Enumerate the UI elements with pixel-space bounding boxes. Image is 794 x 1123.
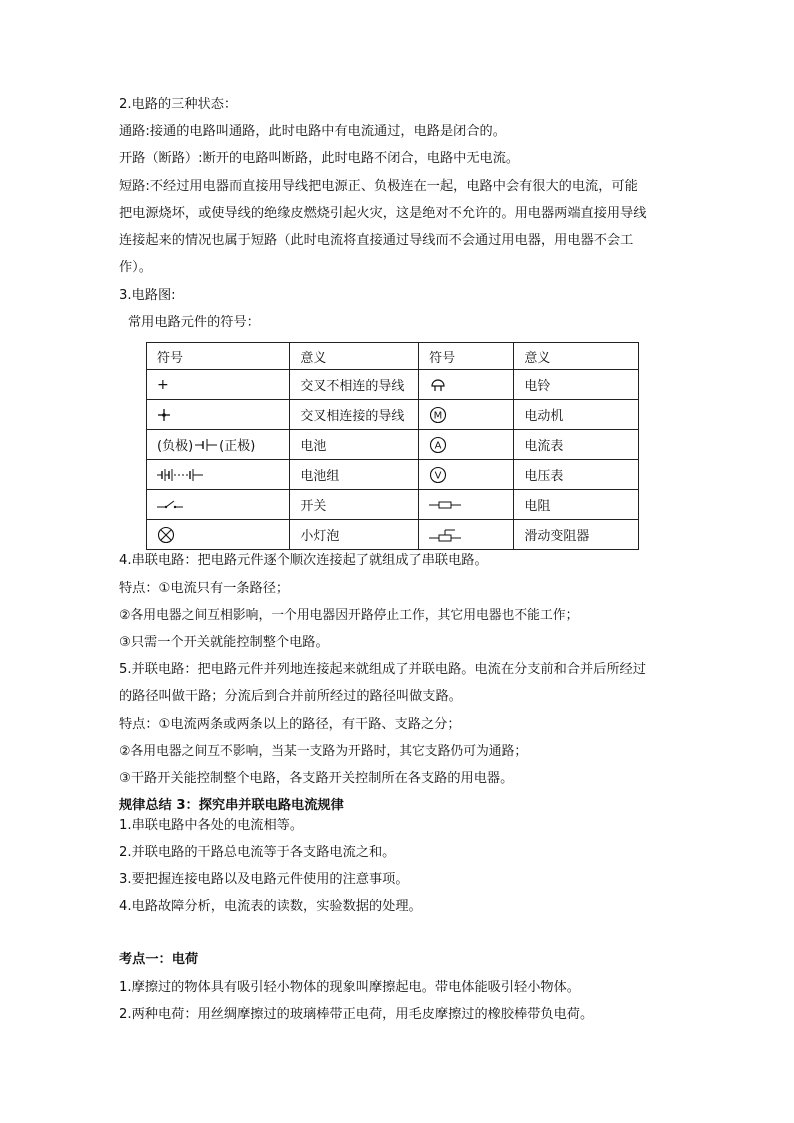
symbol-cell (419, 430, 514, 460)
symbol-cell (419, 460, 514, 490)
section5-title-1: 5.并联电路：把电路元件并列地连接起来就组成了并联电路。电流在分支前和合并后所经过 (119, 662, 646, 677)
symbol-cell (147, 520, 290, 550)
tonglu-text: 通路:接通的电路叫通路，此时电路中有电流通过，电路是闭合的。 (119, 124, 506, 139)
negative-label: (负极) (157, 439, 194, 454)
motor-letter: M (433, 410, 443, 421)
symbol-cell (147, 460, 290, 490)
voltmeter-icon (429, 466, 447, 484)
header-meaning-1: 意义 (290, 343, 419, 370)
duanlu-text-3: 连接起来的情况也属于短路（此时电流将直接通过导线而不会通过用电器，用电器不会工 (119, 233, 634, 248)
symbol-cell (147, 400, 290, 430)
duanlu-text-4: 作）。 (119, 260, 152, 275)
symbols-subtitle: 常用电路元件的符号： (128, 315, 260, 330)
table-row (147, 460, 639, 490)
rule3-item-2: 2.并联电路的干路总电流等于各支路电流之和。 (119, 845, 396, 860)
kailu-text: 开路（断路）:断开的电路叫断路，此时电路不闭合，电路中无电流。 (119, 151, 520, 166)
meaning-cell: 交叉相连接的导线 (290, 400, 419, 430)
kaodian1-item-1: 1.摩擦过的物体具有吸引轻小物体的现象叫摩擦起电。带电体能吸引轻小物体。 (119, 980, 580, 995)
meaning-cell: 小灯泡 (290, 520, 419, 550)
header-symbol-2: 符号 (419, 343, 514, 370)
table-row (147, 490, 639, 520)
meaning-cell: 开关 (290, 490, 419, 520)
meaning-cell: 电池 (290, 430, 419, 460)
section3-title: 3.电路图: (119, 288, 176, 303)
voltmeter-letter: V (434, 470, 442, 481)
symbol-cell (147, 370, 290, 400)
section2-title: 2.电路的三种状态： (119, 97, 238, 112)
cross-unconnected-icon: + (157, 376, 169, 393)
lamp-icon (157, 526, 175, 544)
duanlu-text-1: 短路:不经过用电器而直接用导线把电源正、负极连在一起，电路中会有很大的电流，可能 (119, 179, 638, 194)
bell-icon (429, 377, 447, 393)
rule3-item-3: 3.要把握连接电路以及电路元件使用的注意事项。 (119, 872, 409, 887)
table-row (147, 430, 639, 460)
symbol-cell (419, 520, 514, 550)
circuit-symbol-table (146, 342, 639, 550)
header-symbol-1: 符号 (147, 343, 290, 370)
section4-feature-3: ③只需一个开关就能控制整个电路。 (119, 635, 329, 650)
symbol-cell (147, 430, 290, 460)
meaning-cell: 电铃 (514, 370, 639, 400)
kaodian1-heading: 考点一：电荷 (119, 952, 199, 967)
battery-pack-icon (157, 468, 203, 482)
section5-feature-3: ③干路开关能控制整个电路，各支路开关控制所在各支路的用电器。 (119, 771, 514, 786)
rule3-item-4: 4.电路故障分析，电流表的读数，实验数据的处理。 (119, 899, 422, 914)
symbol-cell (419, 490, 514, 520)
kaodian1-item-2: 2.两种电荷：用丝绸摩擦过的玻璃棒带正电荷，用毛皮摩擦过的橡胶棒带负电荷。 (119, 1007, 594, 1022)
meaning-cell: 滑动变阻器 (514, 520, 639, 550)
meaning-cell: 电池组 (290, 460, 419, 490)
table-row (147, 400, 639, 430)
switch-icon (157, 498, 183, 512)
section4-feature-1: 特点：①电流只有一条路径； (119, 581, 290, 596)
symbol-cell (147, 490, 290, 520)
meaning-cell: 电动机 (514, 400, 639, 430)
table-row (147, 370, 639, 400)
meaning-cell: 电流表 (514, 430, 639, 460)
rule3-heading: 规律总结 3：探究串并联电路电流规律 (119, 798, 344, 813)
resistor-icon (429, 498, 461, 512)
section4-title: 4.串联电路：把电路元件逐个顺次连接起了就组成了串联电路。 (119, 553, 488, 568)
battery-icon (195, 438, 217, 452)
duanlu-text-2: 把电源烧坏，或使导线的绝缘皮燃烧引起火灾，这是绝对不允许的。用电器两端直接用导线 (119, 206, 647, 221)
section5-feature-2: ②各用电器之间互不影响，当某一支路为开路时，其它支路仍可为通路； (119, 744, 528, 759)
ammeter-letter: A (434, 440, 442, 451)
meaning-cell: 交叉不相连的导线 (290, 370, 419, 400)
meaning-cell: 电阻 (514, 490, 639, 520)
symbol-cell (419, 400, 514, 430)
meaning-cell: 电压表 (514, 460, 639, 490)
cross-connected-icon (157, 408, 171, 422)
section5-title-2: 的路径叫做干路；分流后到合并前所经过的路径叫做支路。 (119, 689, 462, 704)
rule3-item-1: 1.串联电路中各处的电流相等。 (119, 818, 304, 833)
table-header-row (147, 343, 639, 370)
table-row (147, 520, 639, 550)
section5-feature-1: 特点：①电流两条或两条以上的路径，有干路、支路之分； (119, 717, 461, 732)
ammeter-icon (429, 436, 447, 454)
rheostat-icon (429, 527, 461, 543)
section4-feature-2: ②各用电器之间互相影响，一个用电器因开路停止工作，其它用电器也不能工作； (119, 608, 579, 623)
motor-icon (429, 406, 447, 424)
header-meaning-2: 意义 (514, 343, 639, 370)
symbol-cell (419, 370, 514, 400)
positive-label: (正极) (219, 439, 256, 454)
